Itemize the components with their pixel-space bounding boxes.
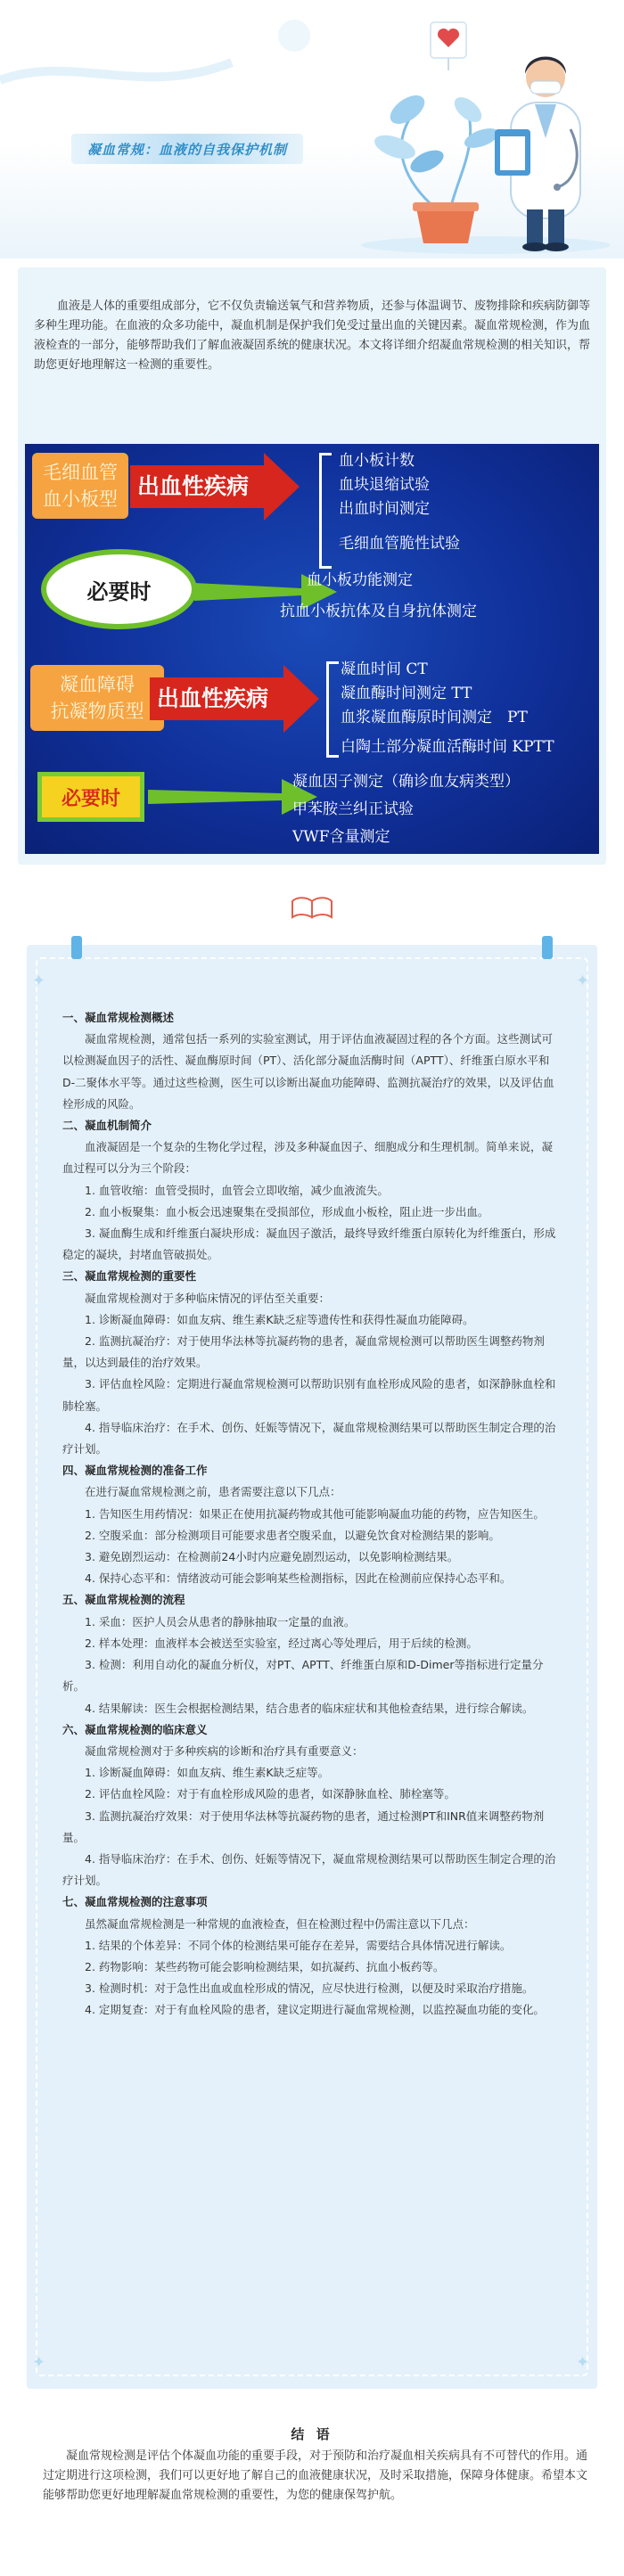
diagram-test-list — [280, 569, 477, 624]
list-item: 2. 评估血栓风险：对于有血栓形成风险的患者，如深静脉血栓、肺栓塞等。 — [85, 1787, 456, 1801]
diagram-box-line: 毛细血管 — [43, 462, 118, 483]
doctor-illustration — [352, 4, 620, 258]
diagram-list-item: 凝血因子测定（确诊血友病类型） — [292, 773, 520, 791]
sparkle-icon: ✦ — [32, 2353, 46, 2372]
section-heading: 三、凝血常规检测的重要性 — [62, 1269, 197, 1284]
section-paragraph: 虽然凝血常规检测是一种常规的血液检查，但在检测过程中仍需注意以下几点： — [85, 1916, 475, 1931]
header-decoration — [0, 0, 357, 125]
list-item: 4. 指导临床治疗：在手术、创伤、妊娠等情况下，凝血常规检测结果可以帮助医生制定合理的治疗计划。 — [62, 1851, 556, 1888]
diagram-box-if-needed — [37, 772, 144, 822]
diagram-list-item: 出血时间测定 — [339, 500, 430, 518]
conclusion-paragraph: 凝血常规检测是评估个体凝血功能的重要手段，对于预防和治疗凝血相关疾病具有不可替代的作用。通过定期进行这项检测，我们可以更好地了解自己的血液健康状况，及时采取措施，保障身体健康。希望本文能够帮助您更好地理解凝血常规检测的重要性，为您的健康保驾护航。 — [43, 2449, 588, 2502]
diagram-list-item: 血块退缩试验 — [339, 476, 430, 494]
section-heading: 二、凝血机制简介 — [62, 1119, 152, 1133]
list-item: 3. 检测：利用自动化的凝血分析仪，对PT、APTT、纤维蛋白原和D-Dimer等指标进行定量分析。 — [62, 1658, 544, 1694]
card-clip-right — [542, 936, 553, 959]
open-book-icon — [291, 896, 333, 919]
list-item: 4. 结果解读：医生会根据检测结果，结合患者的临床症状和其他检查结果，进行综合解读。 — [85, 1701, 534, 1715]
diagram-list-item: 抗血小板抗体及自身抗体测定 — [280, 603, 477, 620]
list-item: 3. 凝血酶生成和纤维蛋白凝块形成：凝血因子激活，最终导致纤维蛋白原转化为纤维蛋白，形成稳定的凝块，封堵血管破损处。 — [62, 1226, 556, 1262]
diagram-list-item: 血小板功能测定 — [307, 571, 413, 589]
list-item: 4. 定期复查：对于有血栓风险的患者，建议定期进行凝血常规检测，以监控凝血功能的变化。 — [85, 2003, 545, 2017]
diagram-arrow-label: 出血性疾病 — [137, 473, 250, 499]
diagram-list-item: VWF含量测定 — [292, 828, 390, 846]
section-heading: 六、凝血常规检测的临床意义 — [62, 1722, 208, 1736]
diagram-list-item: 白陶土部分凝血活酶时间 KPTT — [341, 738, 554, 756]
conclusion-title: 结 语 — [291, 2426, 333, 2442]
diagram-oval-label: 必要时 — [86, 578, 152, 604]
card-clip-left — [71, 936, 82, 959]
diagram-list-item: 血小板计数 — [339, 452, 415, 470]
diagram-box-capillary-platelet — [32, 453, 128, 519]
bleeding-test-diagram — [25, 444, 599, 854]
diagram-box-line: 血小板型 — [43, 488, 118, 510]
diagram-oval-if-needed — [41, 549, 197, 629]
list-item: 3. 监测抗凝治疗效果：对于使用华法林等抗凝药物的患者，通过检测PT和INR值来调整药物剂量。 — [62, 1809, 545, 1844]
list-item: 3. 评估血栓风险：定期进行凝血常规检测可以帮助识别有血栓形成风险的患者，如深静脉血栓和肺栓塞。 — [62, 1377, 556, 1413]
section-paragraph: 凝血常规检测，通常包括一系列的实验室测试，用于评估血液凝固过程的各个方面。这些测试可以检测凝血因子的活性、凝血酶原时间（PT）、活化部分凝血活酶时间（APTT）、纤维蛋白原水平和D-二聚体水平等。通过这些检测，医生可以诊断出凝血功能障碍、监测抗凝治疗的效果，以及评估血栓形成的风险。 — [62, 1032, 554, 1111]
list-item: 2. 监测抗凝治疗：对于使用华法林等抗凝药物的患者，凝血常规检测可以帮助医生调整药物剂量，以达到最佳的治疗效果。 — [62, 1334, 545, 1370]
diagram-list-item: 凝血酶时间测定 TT — [341, 685, 472, 702]
list-item: 2. 血小板聚集：血小板会迅速聚集在受损部位，形成血小板栓，阻止进一步出血。 — [85, 1204, 489, 1218]
section-heading: 四、凝血常规检测的准备工作 — [62, 1464, 208, 1478]
diagram-red-arrow — [130, 453, 300, 521]
diagram-box-coagulation-disorder — [30, 665, 164, 731]
list-item: 2. 样本处理：血液样本会被送至实验室，经过离心等处理后，用于后续的检测。 — [85, 1636, 478, 1650]
list-item: 4. 保持心态平和：情绪波动可能会影响某些检测指标，因此在检测前应保持心态平和。 — [85, 1571, 512, 1586]
section-heading: 五、凝血常规检测的流程 — [62, 1593, 185, 1607]
sparkle-icon: ✦ — [576, 972, 590, 990]
section-heading: 一、凝血常规检测概述 — [62, 1011, 175, 1024]
list-item: 1. 告知医生用药情况：如果正在使用抗凝药物或其他可能影响凝血功能的药物，应告知医生。 — [85, 1506, 545, 1521]
section-heading: 七、凝血常规检测的注意事项 — [62, 1895, 208, 1909]
header-banner — [0, 0, 624, 258]
article-title-banner — [71, 134, 303, 164]
diagram-box-line: 凝血障碍 — [60, 674, 135, 695]
list-item: 4. 指导临床治疗：在手术、创伤、妊娠等情况下，凝血常规检测结果可以帮助医生制定合理的治疗计划。 — [62, 1420, 556, 1456]
diagram-list-item: 甲苯胺兰纠正试验 — [292, 800, 414, 818]
diagram-list-item: 血浆凝血酶原时间测定 PT — [341, 709, 528, 726]
diagram-bracket — [319, 453, 332, 569]
sparkle-icon: ✦ — [576, 2353, 590, 2372]
diagram-bracket — [326, 661, 339, 758]
sparkle-icon: ✦ — [32, 972, 46, 990]
diagram-box-label: 必要时 — [61, 787, 120, 810]
list-item: 2. 空腹采血：部分检测项目可能要求患者空腹采血，以避免饮食对检测结果的影响。 — [85, 1528, 500, 1542]
diagram-test-list — [341, 658, 554, 759]
list-item: 1. 诊断凝血障碍：如血友病、维生素K缺乏症等遗传性和获得性凝血功能障碍。 — [85, 1312, 474, 1326]
list-item: 3. 避免剧烈运动：在检测前24小时内应避免剧烈运动，以免影响检测结果。 — [85, 1550, 459, 1564]
list-item: 3. 检测时机：对于急性出血或血栓形成的情况，应尽快进行检测，以便及时采取治疗措施。 — [85, 1981, 534, 1996]
diagram-list-item: 毛细血管脆性试验 — [339, 535, 460, 553]
list-item: 1. 采血：医护人员会从患者的静脉抽取一定量的血液。 — [85, 1614, 356, 1628]
list-item: 1. 血管收缩：血管受损时，血管会立即收缩，减少血液流失。 — [85, 1183, 389, 1197]
diagram-red-arrow — [150, 665, 319, 733]
section-paragraph: 在进行凝血常规检测之前，患者需要注意以下几点： — [85, 1485, 341, 1499]
diagram-test-list — [292, 770, 520, 849]
article-title: 凝血常规：血液的自我保护机制 — [87, 141, 288, 158]
diagram-box-line: 抗凝物质型 — [50, 701, 144, 722]
list-item: 1. 结果的个体差异：不同个体的检测结果可能存在差异，需要结合具体情况进行解读。 — [85, 1938, 512, 1952]
section-paragraph: 血液凝固是一个复杂的生物化学过程，涉及多种凝血因子、细胞成分和生理机制。简单来说，凝血过程可以分为三个阶段： — [62, 1140, 554, 1176]
intro-paragraph: 血液是人体的重要组成部分，它不仅负责输送氧气和营养物质，还参与体温调节、废物排除和疾病防御等多种生理功能。在血液的众多功能中，凝血机制是保护我们免受过量出血的关键因素。凝血常规检测，作为血液检查的一部分，能够帮助我们了解血液凝固系统的健康状况。本文将详细介绍凝血常规检测的相关知识，帮助您更好地理解这一检测的重要性。 — [34, 299, 591, 372]
section-paragraph: 凝血常规检测对于多种临床情况的评估至关重要： — [85, 1291, 331, 1305]
list-item: 2. 药物影响：某些药物可能会影响检测结果，如抗凝药、抗血小板药等。 — [85, 1959, 445, 1973]
section-paragraph: 凝血常规检测对于多种疾病的诊断和治疗具有重要意义： — [85, 1743, 364, 1758]
diagram-list-item: 凝血时间 CT — [341, 660, 428, 678]
diagram-test-list — [339, 449, 460, 556]
article-body — [62, 1007, 562, 2022]
list-item: 1. 诊断凝血障碍：如血友病、维生素K缺乏症等。 — [85, 1766, 330, 1780]
diagram-arrow-label: 出血性疾病 — [157, 685, 269, 711]
